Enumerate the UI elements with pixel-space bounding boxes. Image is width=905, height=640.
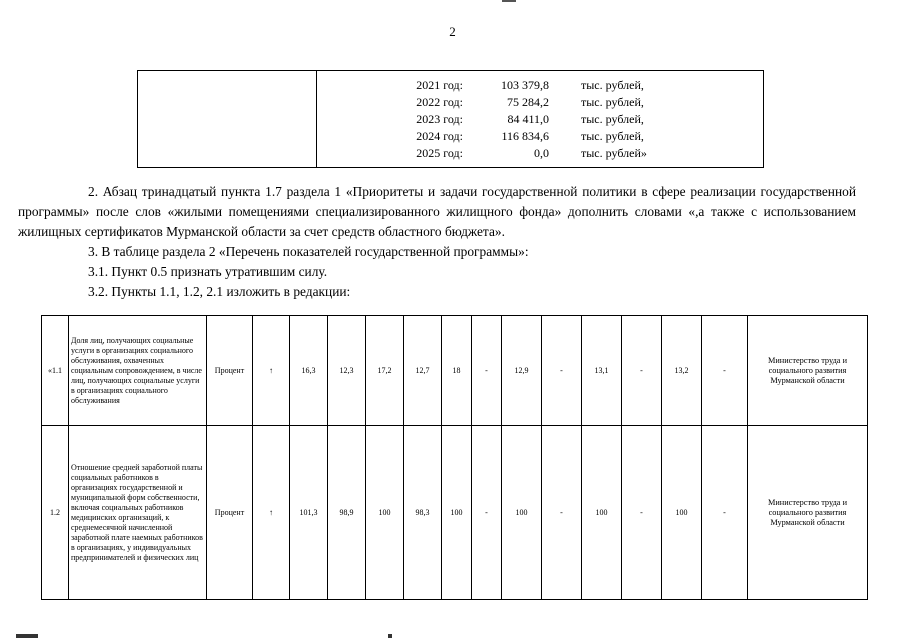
funding-amount: 75 284,2 (507, 95, 549, 109)
indicator-value: 12,7 (404, 316, 442, 426)
funding-year: 2023 год: (416, 112, 463, 126)
indicator-value: - (622, 426, 662, 600)
funding-amount: 103 379,8 (501, 78, 549, 92)
indicator-value: 12,3 (328, 316, 366, 426)
funding-row (138, 111, 763, 128)
page-number: 2 (449, 24, 456, 39)
amendment-text (18, 182, 856, 302)
indicators-table (41, 315, 868, 600)
funding-year: 2021 год: (416, 78, 463, 92)
indicator-name: Доля лиц, получающих социальные услуги в организациях социального обслуживания, охваченных социальным сопровождением, в числе лиц, получающих социальные услуги в организациях социального обслуживания (69, 316, 207, 426)
indicator-name: Отношение средней заработной платы социальных работников в организациях государственной и муниципальной форм собственности, включая социальных работников медицинских организаций, к среднемесячной начисленной заработной плате наемных работников в организациях, у индивидуальных предпринимателей и физических лиц (69, 426, 207, 600)
funding-unit: тыс. рублей» (581, 146, 647, 160)
paragraph-2: 2. Абзац тринадцатый пункта 1.7 раздела 1 «Приоритеты и задачи государственной политики в сфере реализации государственной программы» после слов «жилыми помещениями специализированного жилищного фонда» дополнить словами «,а также с использованием жилищных сертификатов Мурманской области за счет средств областного бюджета». (18, 184, 856, 239)
indicator-value: - (702, 316, 748, 426)
indicator-value: - (542, 316, 582, 426)
funding-row (138, 77, 763, 94)
funding-amount: 84 411,0 (507, 112, 549, 126)
funding-year: 2025 год: (416, 146, 463, 160)
trend-up-icon: ↑ (253, 426, 290, 600)
indicator-value: 17,2 (366, 316, 404, 426)
indicator-value: 98,3 (404, 426, 442, 600)
funding-unit: тыс. рублей, (581, 112, 644, 126)
funding-unit: тыс. рублей, (581, 95, 644, 109)
indicator-value: 13,2 (662, 316, 702, 426)
funding-amount: 116 834,6 (501, 129, 549, 143)
indicator-value: 100 (582, 426, 622, 600)
scan-mark-top (502, 0, 516, 2)
funding-year: 2022 год: (416, 95, 463, 109)
funding-unit: тыс. рублей, (581, 78, 644, 92)
paragraph-3-1: 3.1. Пункт 0.5 признать утратившим силу. (88, 264, 328, 279)
funding-year: 2024 год: (416, 129, 463, 143)
indicator-number: 1.2 (42, 426, 69, 600)
indicator-value: 12,9 (502, 316, 542, 426)
table-row (42, 316, 868, 426)
indicator-value: 16,3 (290, 316, 328, 426)
indicator-number: «1.1 (42, 316, 69, 426)
indicator-value: - (542, 426, 582, 600)
funding-table (137, 70, 764, 168)
indicator-value: 100 (502, 426, 542, 600)
indicator-value: 100 (662, 426, 702, 600)
scan-mark-bottom (388, 634, 392, 638)
indicator-value: 100 (366, 426, 404, 600)
funding-amount: 0,0 (534, 146, 549, 160)
scan-mark-bottom (16, 634, 38, 638)
indicator-value: 100 (442, 426, 472, 600)
paragraph-3-2: 3.2. Пункты 1.1, 1.2, 2.1 изложить в редакции: (88, 284, 351, 299)
funding-row (138, 94, 763, 111)
indicator-responsible: Министерство труда и социального развития Мурманской области (748, 426, 868, 600)
indicator-value: - (702, 426, 748, 600)
indicator-value: 18 (442, 316, 472, 426)
table-row (42, 426, 868, 600)
indicator-value: - (472, 426, 502, 600)
funding-row (138, 145, 763, 162)
indicator-value: - (472, 316, 502, 426)
indicator-value: 13,1 (582, 316, 622, 426)
indicator-value: 101,3 (290, 426, 328, 600)
indicator-value: - (622, 316, 662, 426)
paragraph-3: 3. В таблице раздела 2 «Перечень показателей государственной программы»: (88, 244, 529, 259)
indicator-unit: Процент (207, 426, 253, 600)
trend-up-icon: ↑ (253, 316, 290, 426)
indicator-responsible: Министерство труда и социального развития Мурманской области (748, 316, 868, 426)
indicator-value: 98,9 (328, 426, 366, 600)
funding-unit: тыс. рублей, (581, 129, 644, 143)
funding-row (138, 128, 763, 145)
indicator-unit: Процент (207, 316, 253, 426)
